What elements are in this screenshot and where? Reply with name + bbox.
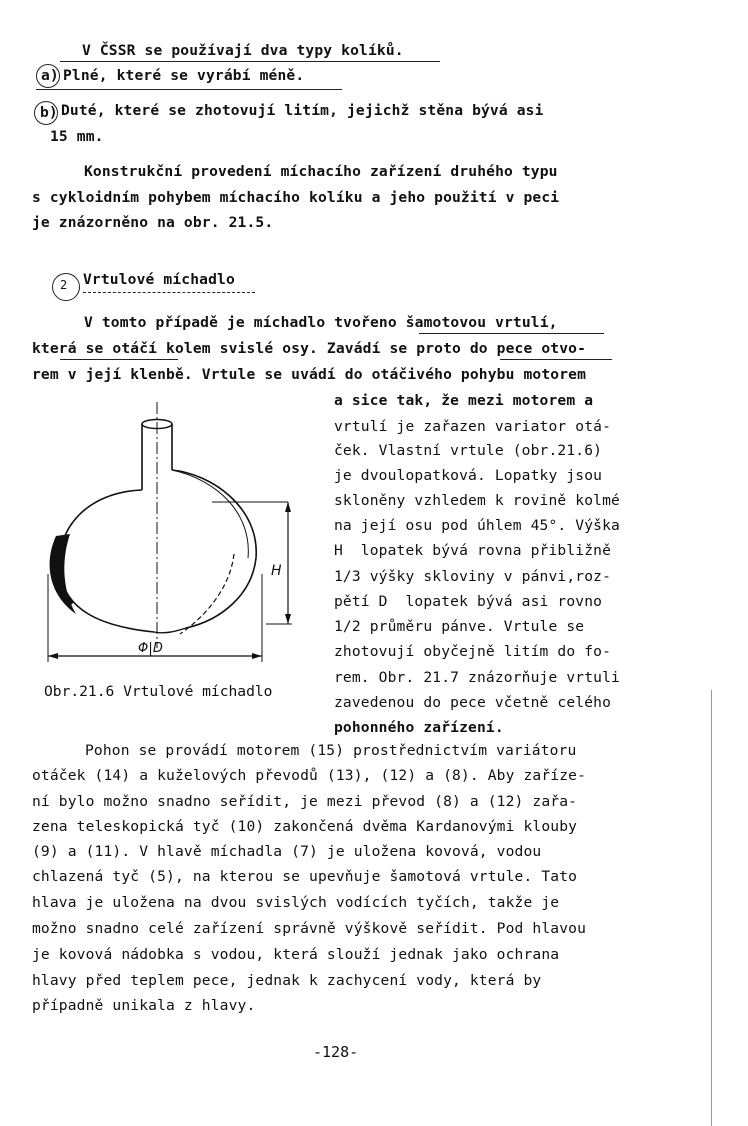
- intro-heading: V ČSSR se používají dva typy kolíků.: [82, 42, 404, 59]
- para3-line-1: Pohon se provádí motorem (15) prostřednictvím variátoru: [85, 742, 577, 759]
- para3-line-9: je kovová nádobka s vodou, která slouží jednak jako ochrana: [32, 946, 560, 963]
- page-number: -128-: [313, 1043, 359, 1061]
- figure-label-d: Φ|D: [138, 641, 164, 656]
- item-a-underline: [36, 89, 342, 90]
- para2-underline-2: [60, 359, 178, 360]
- para2-wrap-line-11: zhotovují obyčejně litím do fo-: [334, 643, 612, 660]
- item-b-text: Duté, které se zhotovují litím, jejichž stěna bývá asi: [61, 102, 544, 119]
- item-b-text-cont: 15 mm.: [50, 128, 104, 145]
- para2-wrap-line-10: 1/2 průměru pánve. Vrtule se: [334, 618, 585, 635]
- section-title-underline: [83, 292, 255, 293]
- para2-underline-1: [419, 333, 604, 334]
- para3-line-6: chlazená tyč (5), na kterou se upevňuje šamotová vrtule. Tato: [32, 868, 578, 885]
- para2-wrap-line-5: skloněny vzhledem k rovině kolmé: [334, 492, 620, 509]
- para3-line-2: otáček (14) a kuželových převodů (13), (12) a (8). Aby zaříze-: [32, 767, 587, 784]
- heading-underline: [60, 61, 440, 62]
- para1-line-1: Konstrukční provedení míchacího zařízení druhého typu: [84, 163, 558, 180]
- para2-wrap-line-2: vrtulí je zařazen variator otá-: [334, 418, 612, 435]
- para3-line-3: ní bylo možno snadno seřídit, je mezi převod (8) a (12) zařa-: [32, 793, 578, 810]
- figure-label-h: H: [271, 563, 282, 579]
- para2-wrap-line-13: zavedenou do pece včetně celého: [334, 694, 612, 711]
- para2-wrap-line-6: na její osu pod úhlem 45°. Výška: [334, 517, 620, 534]
- para2-wrap-line-3: ček. Vlastní vrtule (obr.21.6): [334, 442, 603, 459]
- para3-line-10: hlavy před teplem pece, jednak k zachycení vody, která by: [32, 972, 542, 989]
- para2-line-2: která se otáčí kolem svislé osy. Zavádí se proto do pece otvo-: [32, 340, 587, 357]
- para3-line-7: hlava je uložena na dvou svislých vodících tyčích, takže je: [32, 894, 560, 911]
- section-title: Vrtulové míchadlo: [83, 271, 235, 288]
- page-edge-line: [711, 690, 712, 1126]
- item-a-marker: a): [41, 67, 59, 84]
- para2-wrap-line-14: pohonného zařízení.: [334, 719, 504, 736]
- para2-wrap-line-9: pětí D lopatek bývá asi rovno: [334, 593, 603, 610]
- para3-line-11: případně unikala z hlavy.: [32, 997, 256, 1014]
- stirrer-figure: [36, 398, 326, 668]
- section-marker: 2: [60, 278, 68, 292]
- para2-wrap-line-7: H lopatek bývá rovna přibližně: [334, 542, 612, 559]
- item-b-marker: b): [40, 104, 58, 121]
- item-a-text: Plné, které se vyrábí méně.: [63, 67, 305, 84]
- figure-caption: Obr.21.6 Vrtulové míchadlo: [44, 683, 273, 700]
- para1-line-3: je znázorněno na obr. 21.5.: [32, 214, 274, 231]
- para2-underline-3: [500, 359, 612, 360]
- para3-line-8: možno snadno celé zařízení správně výškově seřídit. Pod hlavou: [32, 920, 587, 937]
- para2-wrap-line-4: je dvoulopatková. Lopatky jsou: [334, 467, 603, 484]
- para3-line-4: zena teleskopická tyč (10) zakončená dvěma Kardanovými klouby: [32, 818, 578, 835]
- para2-wrap-line-1: a sice tak, že mezi motorem a: [334, 392, 594, 409]
- para2-wrap-line-12: rem. Obr. 21.7 znázorňuje vrtuli: [334, 669, 620, 686]
- para1-line-2: s cykloidním pohybem míchacího kolíku a jeho použití v peci: [32, 189, 560, 206]
- para2-line-1: V tomto případě je míchadlo tvořeno šamotovou vrtulí,: [84, 314, 558, 331]
- para2-wrap-line-8: 1/3 výšky skloviny v pánvi,roz-: [334, 568, 612, 585]
- para3-line-5: (9) a (11). V hlavě míchadla (7) je uložena kovová, vodou: [32, 843, 542, 860]
- para2-line-3: rem v její klenbě. Vrtule se uvádí do otáčivého pohybu motorem: [32, 366, 587, 383]
